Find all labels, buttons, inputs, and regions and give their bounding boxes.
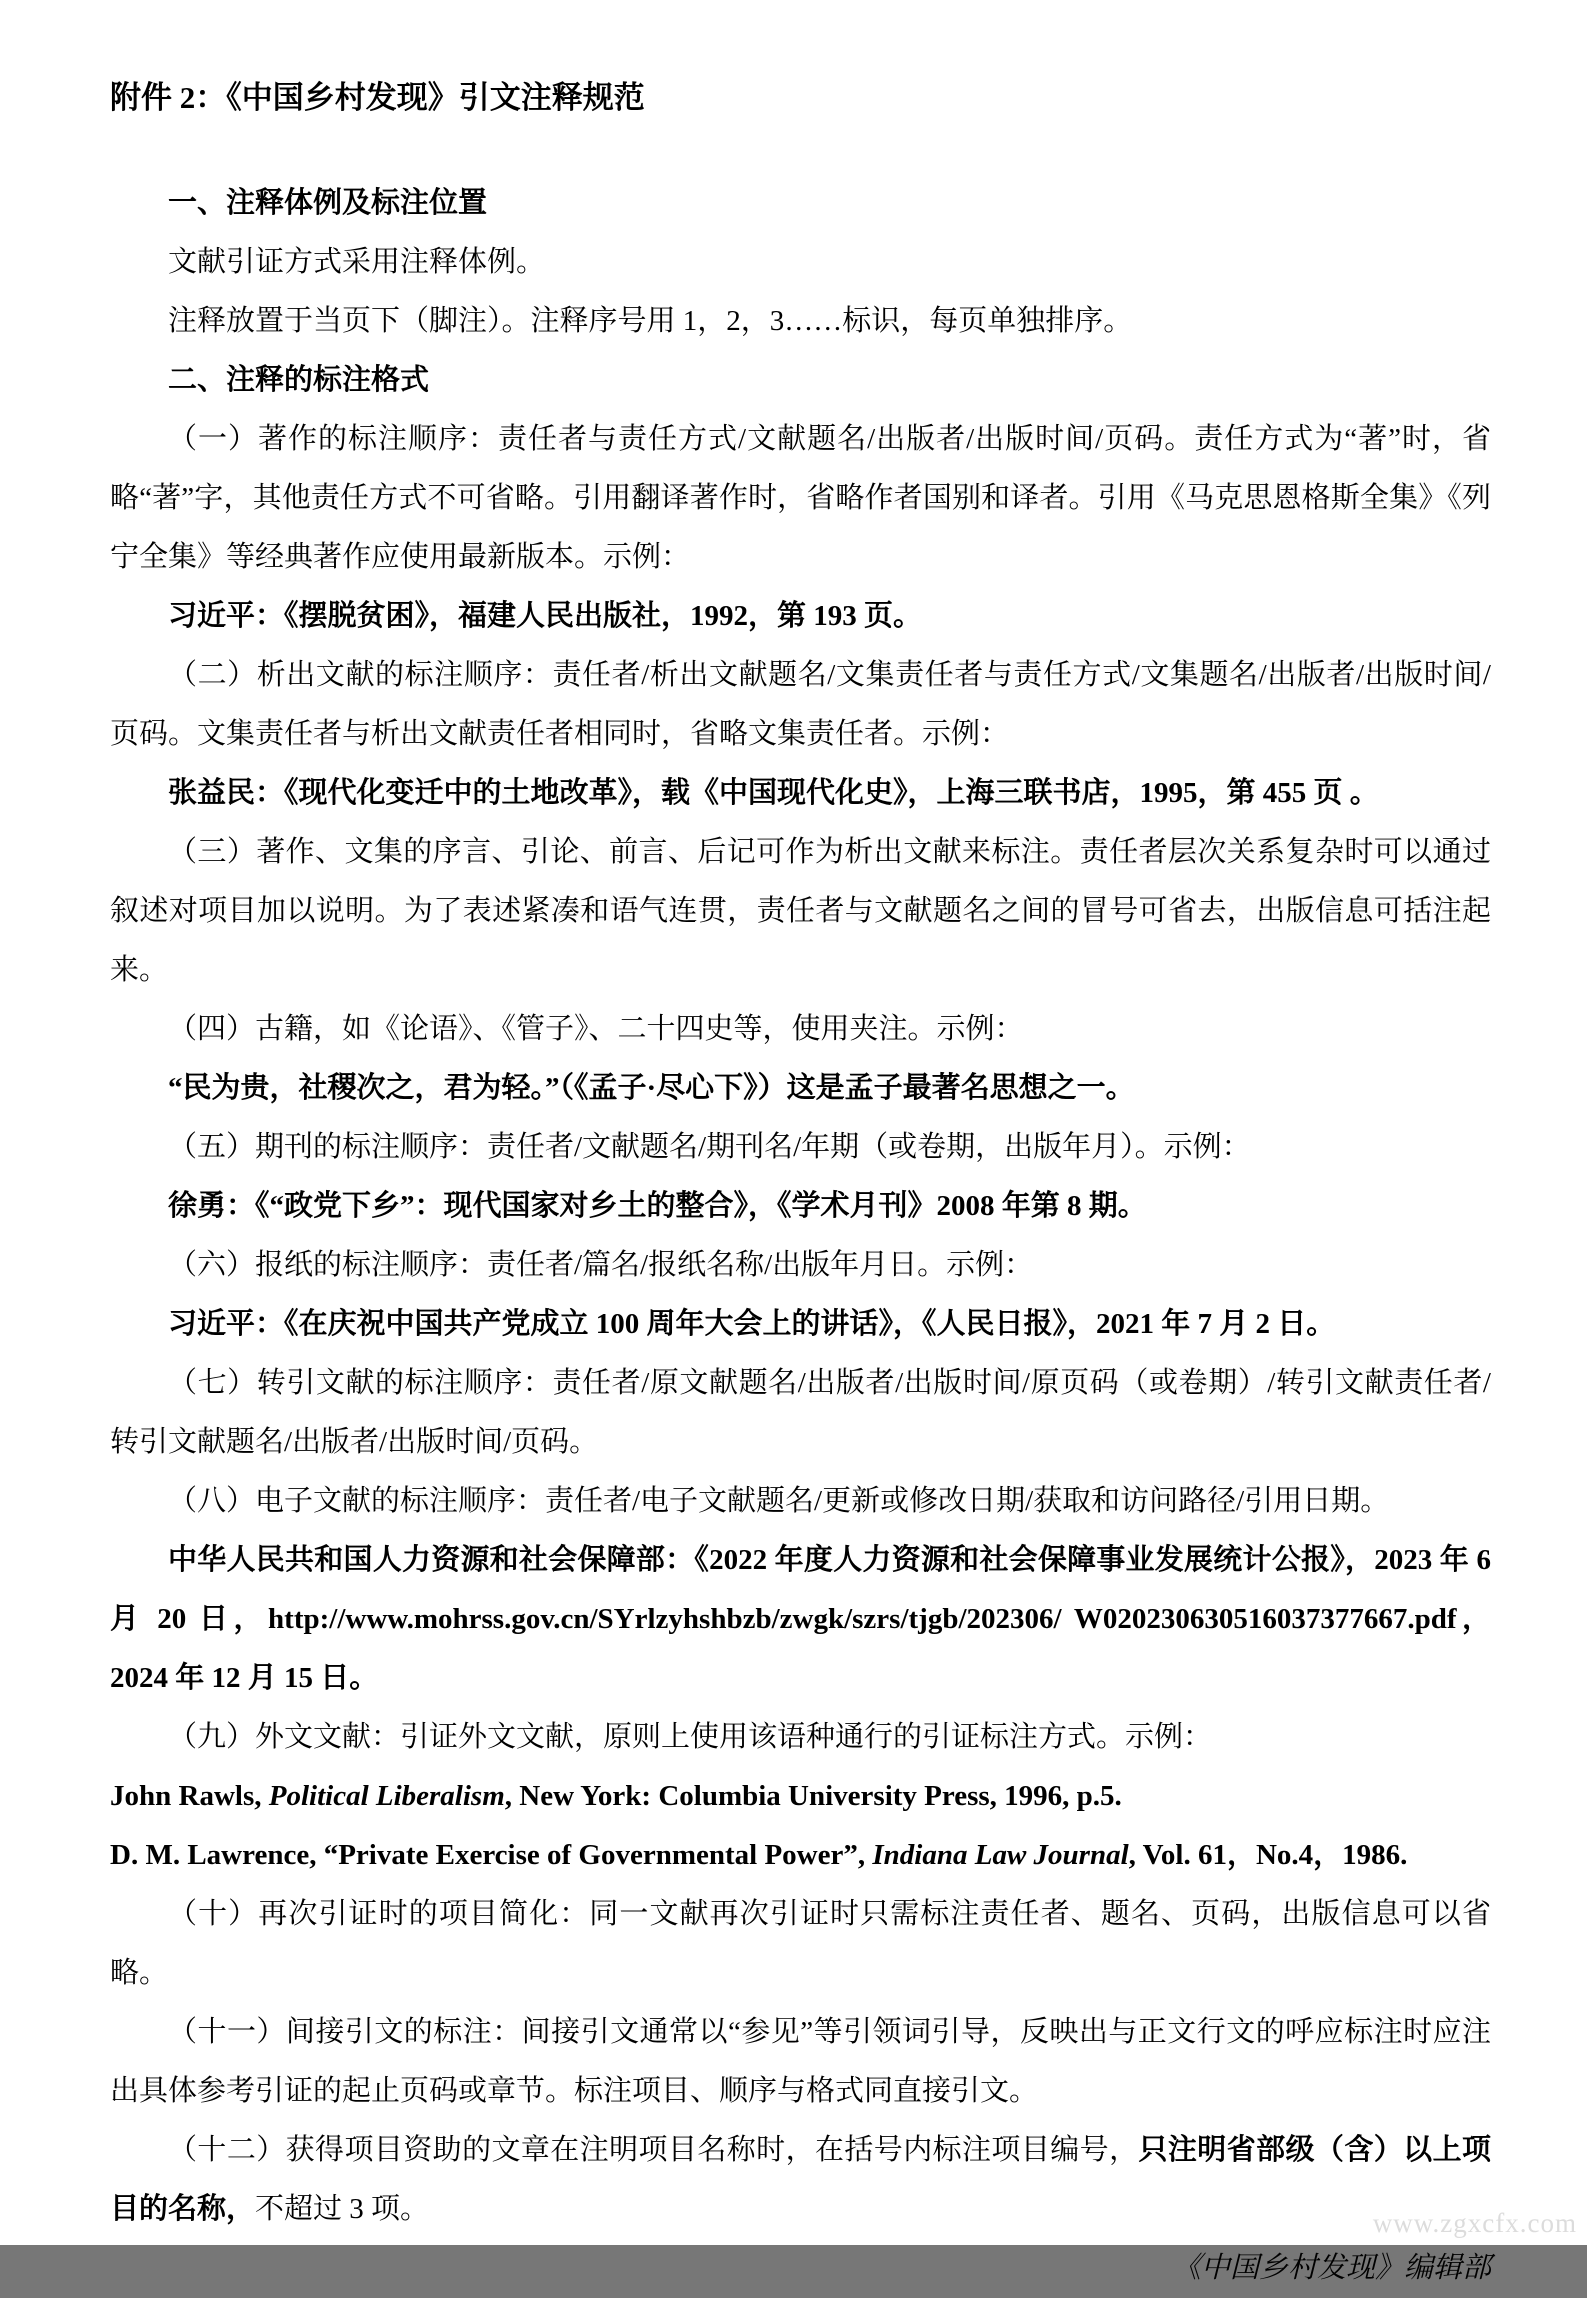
paragraph xyxy=(110,292,1491,351)
text-run: 中华人民共和国人力资源和社会保障部：《2022 年度人力资源和社会保障事业发展统计公报》，2023 年 6 月 20 日，http://www.mohrss.gov.cn/SYrlzyhshbzb/zwgk/szrs/tjgb/202306/ W020230630516037377667.pdf，2024 年 12 月 15 日。 xyxy=(110,1544,1491,1694)
example-citation xyxy=(110,1059,1491,1118)
text-run: 注释放置于当页下（脚注）。注释序号用 1，2，3……标识，每页单独排序。 xyxy=(168,305,1133,337)
text-run: , New York: Columbia University Press, 1996, p.5. xyxy=(504,1780,1122,1812)
item-8 xyxy=(110,1472,1491,1531)
editorial-signature: 《中国乡村发现》编辑部 xyxy=(1171,2252,1491,2284)
text-run: （七）转引文献的标注顺序：责任者/原文献题名/出版者/出版时间/原页码（或卷期）/转引文献责任者/转引文献题名/出版者/出版时间/页码。 xyxy=(110,1367,1491,1458)
text-run: John Rawls, xyxy=(110,1780,269,1812)
site-watermark: www.zgxcfx.com xyxy=(1372,2208,1577,2238)
item-4 xyxy=(110,1000,1491,1059)
text-run: （十二）获得项目资助的文章在注明项目名称时，在括号内标注项目编号， xyxy=(168,2134,1139,2166)
text-run: 文献引证方式采用注释体例。 xyxy=(168,246,546,278)
text-run: 一、注释体例及标注位置 xyxy=(168,187,488,219)
example-citation xyxy=(110,1295,1491,1354)
text-run: （三）著作、文集的序言、引论、前言、后记可作为析出文献来标注。责任者层次关系复杂时可以通过叙述对项目加以说明。为了表述紧凑和语气连贯，责任者与文献题名之间的冒号可省去，出版信息可括注起来。 xyxy=(110,836,1491,986)
text-run: （四）古籍，如《论语》、《管子》、二十四史等，使用夹注。示例： xyxy=(168,1013,1024,1045)
text-run: （一）著作的标注顺序：责任者与责任方式/文献题名/出版者/出版时间/页码。责任方式为“著”时，省略“著”字，其他责任方式不可省略。引用翻译著作时，省略作者国别和译者。引用《马克思恩格斯全集》《列宁全集》等经典著作应使用最新版本。示例： xyxy=(110,423,1491,573)
text-run: 不超过 3 项。 xyxy=(255,2193,430,2225)
item-7 xyxy=(110,1354,1491,1472)
text-run: 张益民：《现代化变迁中的土地改革》，载《中国现代化史》，上海三联书店，1995，第 455 页 。 xyxy=(168,777,1379,809)
text-run: 二、注释的标注格式 xyxy=(168,364,430,396)
example-citation xyxy=(110,764,1491,823)
text-run: （五）期刊的标注顺序：责任者/文献题名/期刊名/年期（或卷期，出版年月）。示例： xyxy=(168,1131,1251,1163)
item-5 xyxy=(110,1118,1491,1177)
text-run: 只注明省部级（含）以上项目的名称， xyxy=(110,2134,1491,2225)
text-run: “民为贵，社稷次之，君为轻。”（《孟子·尽心下》）这是孟子最著名思想之一。 xyxy=(168,1072,1135,1104)
text-run: （十）再次引证时的项目简化：同一文献再次引证时只需标注责任者、题名、页码，出版信息可以省略。 xyxy=(110,1898,1491,1989)
page-title: 附件 2：《中国乡村发现》引文注释规范 xyxy=(110,80,645,115)
text-run: （六）报纸的标注顺序：责任者/篇名/报纸名称/出版年月日。示例： xyxy=(168,1249,1034,1281)
text-run: , Vol. 61，No.4，1986. xyxy=(1128,1839,1408,1871)
text-run: Political Liberalism xyxy=(268,1780,505,1812)
text-run: 徐勇：《“政党下乡”：现代国家对乡土的整合》，《学术月刊》2008 年第 8 期。 xyxy=(168,1190,1147,1222)
document-body xyxy=(110,174,1491,2239)
example-citation xyxy=(110,587,1491,646)
text-run: Indiana Law Journal xyxy=(872,1839,1129,1871)
example-citation xyxy=(110,1177,1491,1236)
paragraph xyxy=(110,233,1491,292)
text-run: （二）析出文献的标注顺序：责任者/析出文献题名/文集责任者与责任方式/文集题名/出版者/出版时间/页码。文集责任者与析出文献责任者相同时，省略文集责任者。示例： xyxy=(110,659,1491,750)
example-citation-en xyxy=(110,1767,1491,1826)
item-9 xyxy=(110,1708,1491,1767)
text-run: （十一）间接引文的标注：间接引文通常以“参见”等引领词引导，反映出与正文行文的呼应标注时应注出具体参考引证的起止页码或章节。标注项目、顺序与格式同直接引文。 xyxy=(110,2016,1491,2107)
item-1 xyxy=(110,410,1491,587)
section-heading-2 xyxy=(110,351,1491,410)
text-run: 习近平：《摆脱贫困》，福建人民出版社，1992，第 193 页。 xyxy=(168,600,923,632)
item-12 xyxy=(110,2121,1491,2239)
text-run: D. M. Lawrence, “Private Exercise of Governmental Power”, xyxy=(110,1839,873,1871)
item-10 xyxy=(110,1885,1491,2003)
text-run: （八）电子文献的标注顺序：责任者/电子文献题名/更新或修改日期/获取和访问路径/引用日期。 xyxy=(168,1485,1390,1517)
example-citation-en xyxy=(110,1826,1491,1885)
item-6 xyxy=(110,1236,1491,1295)
item-2 xyxy=(110,646,1491,764)
item-3 xyxy=(110,823,1491,1000)
section-heading-1 xyxy=(110,174,1491,233)
text-run: （九）外文文献：引证外文文献，原则上使用该语种通行的引证标注方式。示例： xyxy=(168,1721,1213,1753)
example-citation xyxy=(110,1531,1491,1708)
item-11 xyxy=(110,2003,1491,2121)
text-run: 习近平：《在庆祝中国共产党成立 100 周年大会上的讲话》，《人民日报》，2021 年 7 月 2 日。 xyxy=(168,1308,1336,1340)
